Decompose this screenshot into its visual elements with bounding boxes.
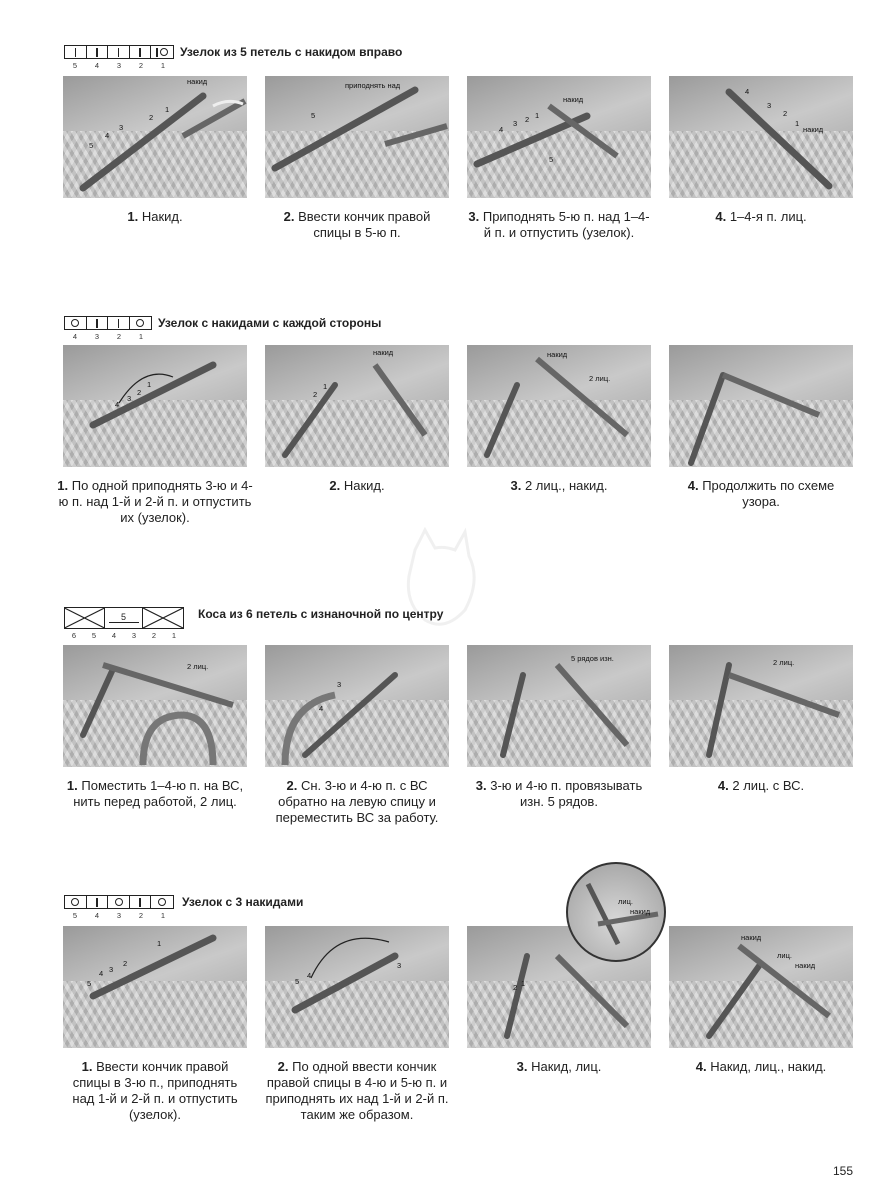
svg-text:2: 2 (783, 109, 788, 118)
svg-text:2: 2 (123, 959, 128, 968)
step-caption: 2. Сн. 3-ю и 4-ю п. с ВС обратно на левую спицу и переместить ВС за работу. (275, 778, 439, 825)
step-photo (63, 645, 247, 767)
svg-text:4: 4 (105, 131, 110, 140)
svg-text:4: 4 (745, 87, 750, 96)
step-caption: 3. 3-ю и 4-ю п. провязывать изн. 5 рядов. (475, 778, 643, 809)
svg-text:приподнять над: приподнять над (345, 81, 401, 90)
svg-text:4: 4 (115, 400, 120, 409)
svg-text:1: 1 (795, 119, 800, 128)
section-title: Узелок с накидами с каждой стороны (158, 316, 382, 330)
step-caption: 1. Накид. (127, 209, 183, 224)
chart-numbers: 5 4 3 2 1 (72, 61, 166, 70)
svg-text:накид: накид (630, 907, 651, 916)
step-caption: 1. Поместить 1–4-ю п. на ВС, нить перед работой, 2 лиц. (66, 778, 244, 809)
svg-text:4: 4 (319, 704, 324, 713)
step-caption: 3. 2 лиц., накид. (510, 478, 608, 493)
svg-text:3: 3 (127, 394, 132, 403)
step-photo (669, 345, 853, 467)
step-photo (265, 345, 449, 467)
svg-text:5: 5 (311, 111, 316, 120)
svg-text:2: 2 (137, 388, 142, 397)
svg-text:5: 5 (549, 155, 554, 164)
page-number: 155 (832, 1164, 853, 1178)
step-caption: 3. Приподнять 5-ю п. над 1–4-й п. и отпустить (узелок). (468, 209, 650, 240)
stitch-chart: 5 (64, 607, 184, 629)
svg-text:2: 2 (525, 115, 530, 124)
svg-text:2: 2 (313, 390, 318, 399)
svg-text:1: 1 (165, 105, 170, 114)
chart-numbers: 6 5 4 3 2 1 (71, 631, 177, 640)
section-title: Коса из 6 петель с изнаночной по центру (198, 607, 444, 621)
svg-text:3: 3 (119, 123, 124, 132)
svg-text:1: 1 (521, 979, 526, 988)
step-caption: 4. Продолжить по схеме узора. (687, 478, 835, 509)
svg-text:накид: накид (547, 350, 568, 359)
svg-text:1: 1 (323, 382, 328, 391)
svg-text:накид: накид (373, 348, 394, 357)
step-photo (265, 645, 449, 767)
step-caption: 2. Накид. (329, 478, 385, 493)
chart-numbers: 5 4 3 2 1 (72, 911, 166, 920)
step-caption: 1. По одной приподнять 3-ю и 4-ю п. над 1-й и 2-й п. и отпустить их (узелок). (57, 478, 253, 525)
section-title: Узелок из 5 петель с накидом вправо (180, 45, 403, 59)
svg-text:5 рядов изн.: 5 рядов изн. (571, 654, 614, 663)
svg-text:накид: накид (187, 77, 208, 86)
step-photo (467, 345, 651, 467)
svg-text:3: 3 (109, 965, 114, 974)
svg-text:накид: накид (795, 961, 816, 970)
svg-text:2: 2 (149, 113, 154, 122)
svg-text:1: 1 (157, 939, 162, 948)
step-photo (63, 76, 247, 198)
section-title: Узелок с 3 накидами (182, 895, 304, 909)
svg-text:5: 5 (295, 977, 300, 986)
step-photo (669, 76, 853, 198)
stitch-chart (64, 316, 152, 330)
step-photo (265, 76, 449, 198)
svg-text:1: 1 (535, 111, 540, 120)
svg-text:накид: накид (563, 95, 584, 104)
step-caption: 4. 2 лиц. с ВС. (717, 778, 805, 793)
step-caption: 1. Ввести кончик правой спицы в 3-ю п., приподнять над 1-й и 2-й п. и отпустить (узелок). (72, 1059, 238, 1122)
detail-inset (566, 862, 666, 962)
step-caption: 2. Ввести кончик правой спицы в 5-ю п. (283, 209, 431, 240)
svg-text:3: 3 (337, 680, 342, 689)
svg-text:накид: накид (741, 933, 762, 942)
svg-text:3: 3 (513, 119, 518, 128)
step-photo (467, 76, 651, 198)
step-photo (669, 645, 853, 767)
svg-text:накид: накид (803, 125, 824, 134)
svg-text:2 лиц.: 2 лиц. (187, 662, 209, 671)
svg-text:5: 5 (89, 141, 94, 150)
step-photo (63, 345, 247, 467)
step-caption: 2. По одной ввести кончик правой спицы в 4-ю и 5-ю п. и приподнять их над 1-й и 2-й п. таким же образом. (265, 1059, 449, 1122)
svg-text:3: 3 (767, 101, 772, 110)
svg-text:лиц.: лиц. (618, 897, 633, 906)
stitch-chart (64, 895, 174, 909)
svg-text:лиц.: лиц. (777, 951, 792, 960)
svg-text:3: 3 (397, 961, 402, 970)
svg-text:2 лиц.: 2 лиц. (589, 374, 611, 383)
step-photo (63, 926, 247, 1048)
svg-text:2 лиц.: 2 лиц. (773, 658, 795, 667)
step-caption: 4. Накид, лиц., накид. (695, 1059, 827, 1074)
step-caption: 4. 1–4-я п. лиц. (715, 209, 807, 224)
svg-text:4: 4 (307, 971, 312, 980)
step-photo (467, 645, 651, 767)
step-photo (265, 926, 449, 1048)
chart-numbers: 4 3 2 1 (72, 332, 144, 341)
svg-text:4: 4 (99, 969, 104, 978)
svg-text:5: 5 (87, 979, 92, 988)
svg-text:2: 2 (513, 983, 518, 992)
cat-watermark-icon (395, 520, 485, 640)
svg-text:4: 4 (499, 125, 504, 134)
svg-text:1: 1 (147, 380, 152, 389)
step-caption: 3. Накид, лиц. (516, 1059, 602, 1074)
stitch-chart (64, 45, 174, 59)
step-photo (669, 926, 853, 1048)
